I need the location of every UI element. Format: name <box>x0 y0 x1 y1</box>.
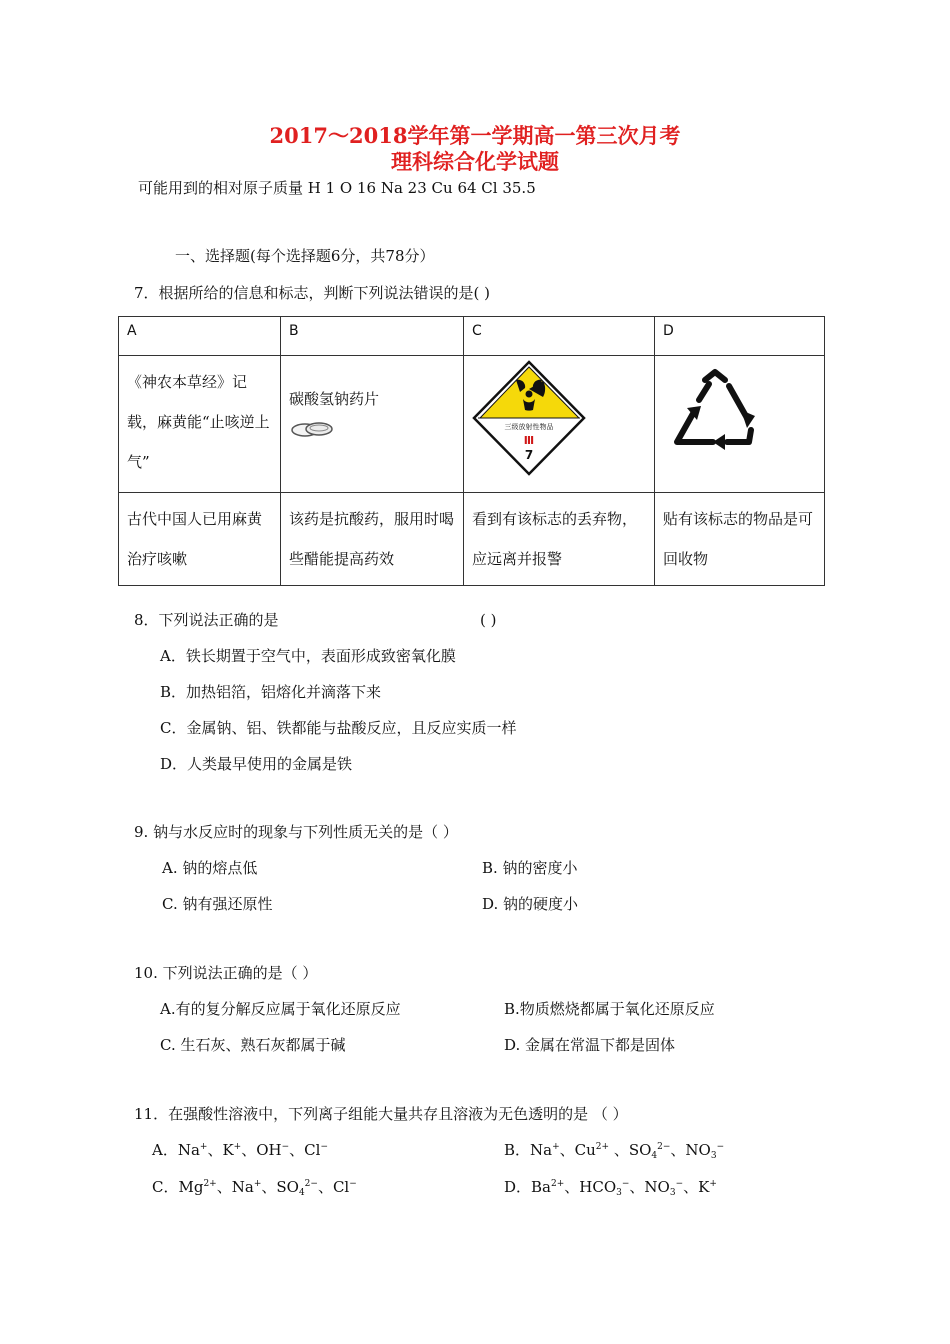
q10-stem: 10. 下列说法正确的是（ ） <box>134 964 318 982</box>
q8-option-a: A．铁长期置于空气中，表面形成致密氧化膜 <box>160 647 456 665</box>
q9-option-d: D. 钠的硬度小 <box>482 895 579 913</box>
q7-cell-a-info <box>119 356 281 493</box>
q7-a-info-text: 《神农本草经》记载，麻黄能“止咳逆上气” <box>127 373 270 471</box>
q9-stem: 9. 钠与水反应时的现象与下列性质无关的是（ ） <box>134 823 458 841</box>
q8-option-b: B．加热铝箔，铝熔化并滴落下来 <box>160 683 382 701</box>
ion-charge: 2+ <box>595 1142 610 1152</box>
ion-charge: − <box>621 1179 630 1189</box>
q8-option-c: C．金属钠、铝、铁都能与盐酸反应，且反应实质一样 <box>160 719 517 737</box>
ion-text: D．Ba <box>504 1178 551 1196</box>
ion-text: B．Na <box>504 1141 553 1159</box>
ion-text: 、K <box>683 1178 710 1196</box>
q11-stem: 11．在强酸性溶液中，下列离子组能大量共存且溶液为无色透明的是 （ ） <box>134 1105 628 1123</box>
ion-charge: + <box>233 1142 242 1152</box>
ion-charge: + <box>709 1179 717 1189</box>
q7-statement-row <box>119 493 825 586</box>
exam-title-line1: 2017～2018学年第一学期高一第三次月考 <box>269 123 681 148</box>
exam-title-line2: 理科综合化学试题 <box>391 149 559 174</box>
q8-stem: 8．下列说法正确的是 <box>134 611 279 629</box>
q8-answer-paren: ( ) <box>480 611 497 629</box>
q7-info-row <box>119 356 825 493</box>
q9-option-a: A. 钠的熔点低 <box>162 859 258 877</box>
q10-option-d: D. 金属在常温下都是固体 <box>504 1036 676 1054</box>
q11-option-b <box>504 1140 724 1160</box>
ion-subscript: 4 <box>651 1151 658 1161</box>
radioactive-sign-text: 三级放射性物品 <box>504 423 554 431</box>
q8-option-d: D．人类最早使用的金属是铁 <box>160 755 353 773</box>
q11-option-a <box>152 1140 328 1160</box>
ion-text: 、Cl <box>317 1178 350 1196</box>
ion-charge: + <box>253 1179 262 1189</box>
ion-charge: − <box>349 1179 357 1189</box>
atomic-masses: 可能用到的相对原子质量 H 1 O 16 Na 23 Cu 64 Cl 35.5 <box>138 179 536 197</box>
q10-option-a: A.有的复分解反应属于氧化还原反应 <box>160 1000 401 1018</box>
radioactive-sign-number: 7 <box>524 448 534 462</box>
ion-charge: − <box>320 1142 328 1152</box>
ion-charge: 2− <box>304 1179 318 1189</box>
ion-subscript: 3 <box>616 1188 622 1198</box>
ion-text: 、NO <box>629 1178 670 1196</box>
q9-option-b: B. 钠的密度小 <box>482 859 578 877</box>
section-heading: 一、选择题(每个选择题6分，共78分） <box>175 247 435 265</box>
ion-charge: − <box>675 1179 684 1189</box>
ion-charge: + <box>552 1142 560 1152</box>
q11-option-c <box>152 1177 357 1197</box>
ion-charge: 2+ <box>551 1179 565 1189</box>
ion-text: 、Cl <box>289 1141 321 1159</box>
recycle-symbol-icon <box>667 366 763 456</box>
q7-table <box>118 316 825 586</box>
radioactive-sign-class: Ⅲ <box>523 434 535 447</box>
q7-cell-d-stmt: 贴有该标志的物品是可回收物 <box>655 493 825 586</box>
ion-charge: 2+ <box>203 1179 217 1189</box>
q7-cell-c-sign <box>464 356 655 493</box>
ion-text: C．Mg <box>152 1178 204 1196</box>
ion-text: 、K <box>207 1141 234 1159</box>
radioactive-sign-icon <box>472 360 586 476</box>
q7-header-c: C <box>464 317 655 356</box>
pill-tablets-icon <box>289 419 455 443</box>
ion-subscript: 3 <box>669 1188 676 1198</box>
ion-text: A．Na <box>152 1141 200 1159</box>
q11-option-d <box>504 1177 717 1197</box>
q7-b-info-text: 碳酸氢钠药片 <box>289 390 380 408</box>
ion-charge: 2− <box>657 1142 671 1152</box>
ion-subscript: 4 <box>298 1188 305 1198</box>
ion-subscript: 3 <box>710 1151 717 1161</box>
q7-cell-b-info <box>281 356 464 493</box>
q10-option-c: C. 生石灰、熟石灰都属于碱 <box>160 1036 346 1054</box>
ion-charge: − <box>281 1142 290 1152</box>
q7-cell-a-stmt: 古代中国人已用麻黄治疗咳嗽 <box>119 493 281 586</box>
q7-cell-c-stmt: 看到有该标志的丢弃物，应远离并报警 <box>464 493 655 586</box>
q7-stem: 7．根据所给的信息和标志，判断下列说法错误的是( ) <box>134 284 491 302</box>
q7-header-a: A <box>119 317 281 356</box>
q7-header-b: B <box>281 317 464 356</box>
ion-text: 、SO <box>261 1178 299 1196</box>
ion-charge: − <box>716 1142 725 1152</box>
q7-header-row <box>119 317 825 356</box>
ion-charge: + <box>199 1142 208 1152</box>
ion-text: 、NO <box>670 1141 711 1159</box>
q10-option-b: B.物质燃烧都属于氧化还原反应 <box>504 1000 715 1018</box>
ion-text: 、HCO <box>564 1178 617 1196</box>
ion-text: 、OH <box>241 1141 282 1159</box>
q9-option-c: C. 钠有强还原性 <box>162 895 273 913</box>
ion-text: 、SO <box>609 1141 652 1159</box>
q7-cell-d-sign <box>655 356 825 493</box>
ion-text: 、Na <box>216 1178 254 1196</box>
q7-cell-b-stmt: 该药是抗酸药，服用时喝些醋能提高药效 <box>281 493 464 586</box>
ion-text: 、Cu <box>559 1141 596 1159</box>
q7-header-d: D <box>655 317 825 356</box>
